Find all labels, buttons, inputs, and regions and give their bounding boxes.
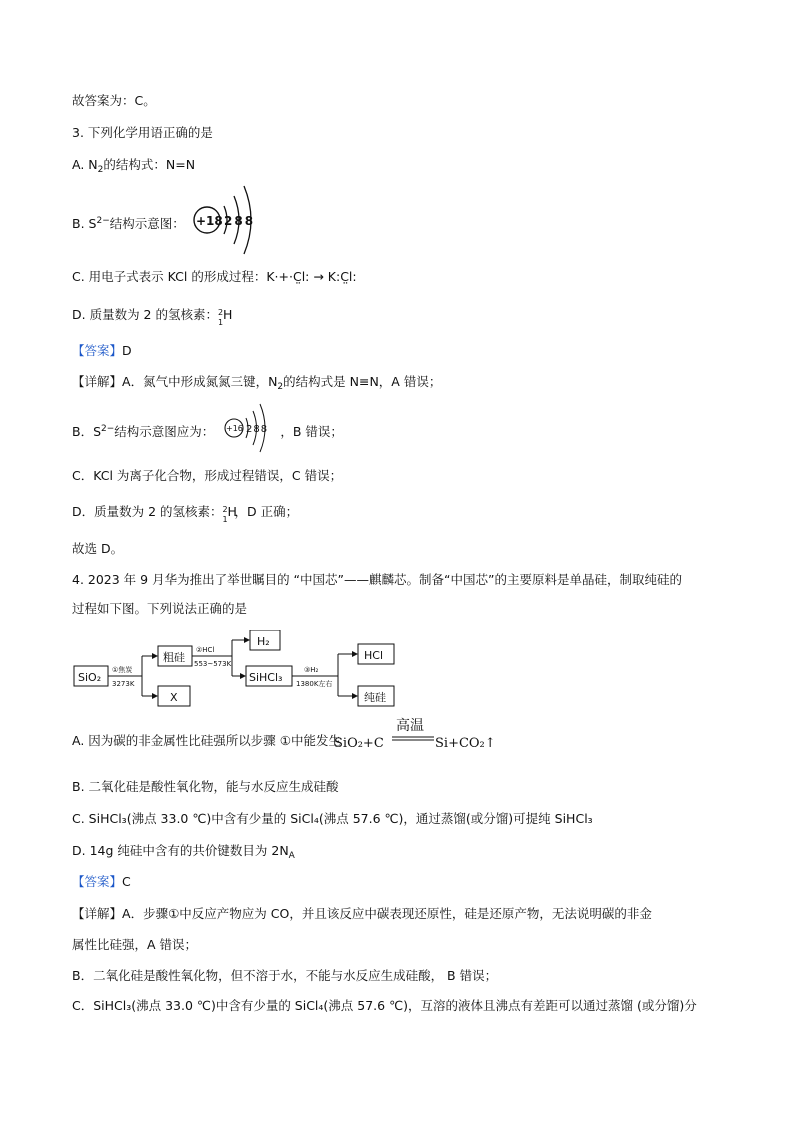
q4-answer	[72, 873, 131, 891]
step3-reagent: ③H₂	[304, 666, 319, 674]
arrowhead-sihcl3	[240, 673, 246, 679]
isotope-atomic-number: 1	[217, 318, 224, 327]
q3-detail-b	[72, 420, 343, 441]
arrowhead-x	[152, 693, 158, 699]
arrowhead-h2	[244, 637, 250, 643]
isotope-atomic-number: 1	[222, 515, 228, 524]
answer-value: C	[122, 874, 131, 889]
detail-a-text: A．氮气中形成氮氮三键，N	[122, 374, 278, 389]
q3-conclusion: 故选 D。	[72, 541, 124, 556]
equation-reactants: SiO₂+C	[334, 736, 384, 751]
isotope-symbol: H	[222, 307, 233, 322]
nucleus-charge: +18	[196, 214, 223, 228]
detail-d-text: D．质量数为 2 的氢核素：	[72, 504, 223, 519]
step3-temperature: 1380K左右	[296, 680, 333, 688]
q3-detail-a	[72, 373, 441, 396]
q4-option-a	[72, 732, 341, 750]
shell-electrons: 288	[224, 214, 256, 228]
h2-label: H₂	[257, 635, 270, 648]
step2-reagent: ②HCl	[196, 646, 215, 654]
detail-tag: 【详解】	[72, 906, 123, 921]
sulfur-ion-structure-diagram-wrong	[190, 180, 270, 260]
shell-electrons: 288	[246, 424, 269, 435]
q4-option-d	[72, 842, 295, 865]
q3-option-b-text: B. S	[72, 216, 97, 231]
q4-option-d-text: D. 14g 纯硅中含有的共价键数目为 2N	[72, 843, 289, 858]
hydrogen-isotope	[217, 306, 233, 327]
detail-tag: 【详解】	[72, 374, 123, 389]
equation-products: Si+CO₂↑	[435, 736, 496, 751]
step2-temperature: 553~573K	[194, 660, 232, 668]
q3-stem: 3. 下列化学用语正确的是	[72, 125, 213, 140]
sihcl3-label: SiHCl₃	[249, 671, 283, 684]
q4-option-c: C. SiHCl₃(沸点 33.0 ℃)中含有少量的 SiCl₄(沸点 57.6 ℃)，通过蒸馏(或分馏)可提纯 SiHCl₃	[72, 811, 593, 826]
arrowhead-hcl	[352, 651, 358, 657]
step1-temperature: 3273K	[112, 680, 135, 688]
q3-option-b-superscript: 2−	[96, 216, 110, 226]
q3-option-c-text: C. 用电子式表示 KCl 的形成过程：	[72, 269, 267, 284]
q3-option-c-formula: K·+·C̤l: → K:C̤l:	[266, 269, 357, 284]
q3-option-b-suffix: 结构示意图：	[109, 216, 185, 231]
q3-answer	[72, 342, 132, 360]
q3-option-b	[72, 212, 185, 233]
q3-option-a-subscript: 2	[97, 165, 104, 175]
q3-option-a-suffix: 的结构式：N=N	[103, 157, 196, 172]
q4-stem-line-1: 4. 2023 年 9 月华为推出了举世瞩目的 “中国芯”——麒麟芯。制备“中国芯”的主要原料是单晶硅，制取纯硅的	[72, 572, 682, 587]
answer-tag: 【答案】	[72, 343, 123, 358]
q3-detail-c: C．KCl 为离子化合物，形成过程错误，C 错误；	[72, 468, 343, 483]
x-label: X	[170, 691, 178, 704]
q2-conclusion: 故答案为：C。	[72, 93, 156, 108]
equation-condition: 高温	[396, 718, 424, 734]
detail-a-subscript: 2	[277, 382, 284, 392]
q4-stem-line-2: 过程如下图。下列说法正确的是	[72, 601, 248, 616]
answer-value: D	[122, 343, 132, 358]
hydrogen-isotope	[222, 503, 237, 524]
detail-d-suffix: ，D 正确；	[234, 504, 299, 519]
q3-option-d	[72, 306, 233, 327]
nucleus-charge: +16	[226, 424, 243, 433]
silicon-purification-flowchart	[72, 630, 432, 710]
step1-reagent: ①焦炭	[112, 666, 133, 674]
q4-detail-c: C．SiHCl₃(沸点 33.0 ℃)中含有少量的 SiCl₄(沸点 57.6 ℃)，互溶的液体且沸点有差距可以通过蒸馏 (或分馏)分	[72, 998, 697, 1013]
detail-a-text: A．步骤①中反应产物应为 CO，并且该反应中碳表现还原性，硅是还原产物，无法说明碳的非金	[122, 906, 652, 921]
q3-option-a	[72, 156, 195, 179]
hcl-label: HCl	[364, 649, 384, 662]
q3-option-d-text: D. 质量数为 2 的氢核素：	[72, 307, 218, 322]
sio2-label: SiO₂	[78, 671, 102, 684]
isotope-mass-number: 2	[222, 505, 228, 514]
answer-tag: 【答案】	[72, 874, 123, 889]
q3-option-c	[72, 268, 357, 286]
detail-b-middle: 结构示意图应为：	[114, 424, 215, 439]
pure-si-label: 纯硅	[364, 691, 386, 704]
q4-detail-a-line-1	[72, 905, 652, 923]
isotope-mass-number: 2	[217, 308, 224, 317]
crude-si-label: 粗硅	[163, 651, 185, 664]
q3-option-a-text: A. N	[72, 157, 98, 172]
q4-option-b: B. 二氧化硅是酸性氧化物，能与水反应生成硅酸	[72, 779, 339, 794]
q4-detail-b: B．二氧化硅是酸性氧化物，但不溶于水，不能与水反应生成硅酸， B 错误；	[72, 968, 498, 983]
detail-b-text: B．S	[72, 424, 102, 439]
arrowhead-pure-si	[352, 693, 358, 699]
arrowhead-crude-si	[152, 653, 158, 659]
detail-a-suffix: 的结构式是 N≡N，A 错误；	[283, 374, 442, 389]
detail-b-superscript: 2−	[101, 424, 115, 434]
q4-option-a-text: A. 因为碳的非金属性比硅强所以步骤 ①中能发生	[72, 733, 341, 748]
q3-detail-d	[72, 503, 299, 524]
q4-option-a-equation	[334, 716, 524, 754]
detail-b-suffix: ，B 错误；	[280, 424, 343, 439]
sulfur-ion-structure-diagram-correct	[222, 402, 282, 454]
isotope-symbol: H	[227, 504, 237, 519]
q4-detail-a-line-2: 属性比硅强，A 错误；	[72, 937, 198, 952]
q4-option-d-subscript: A	[288, 851, 295, 861]
